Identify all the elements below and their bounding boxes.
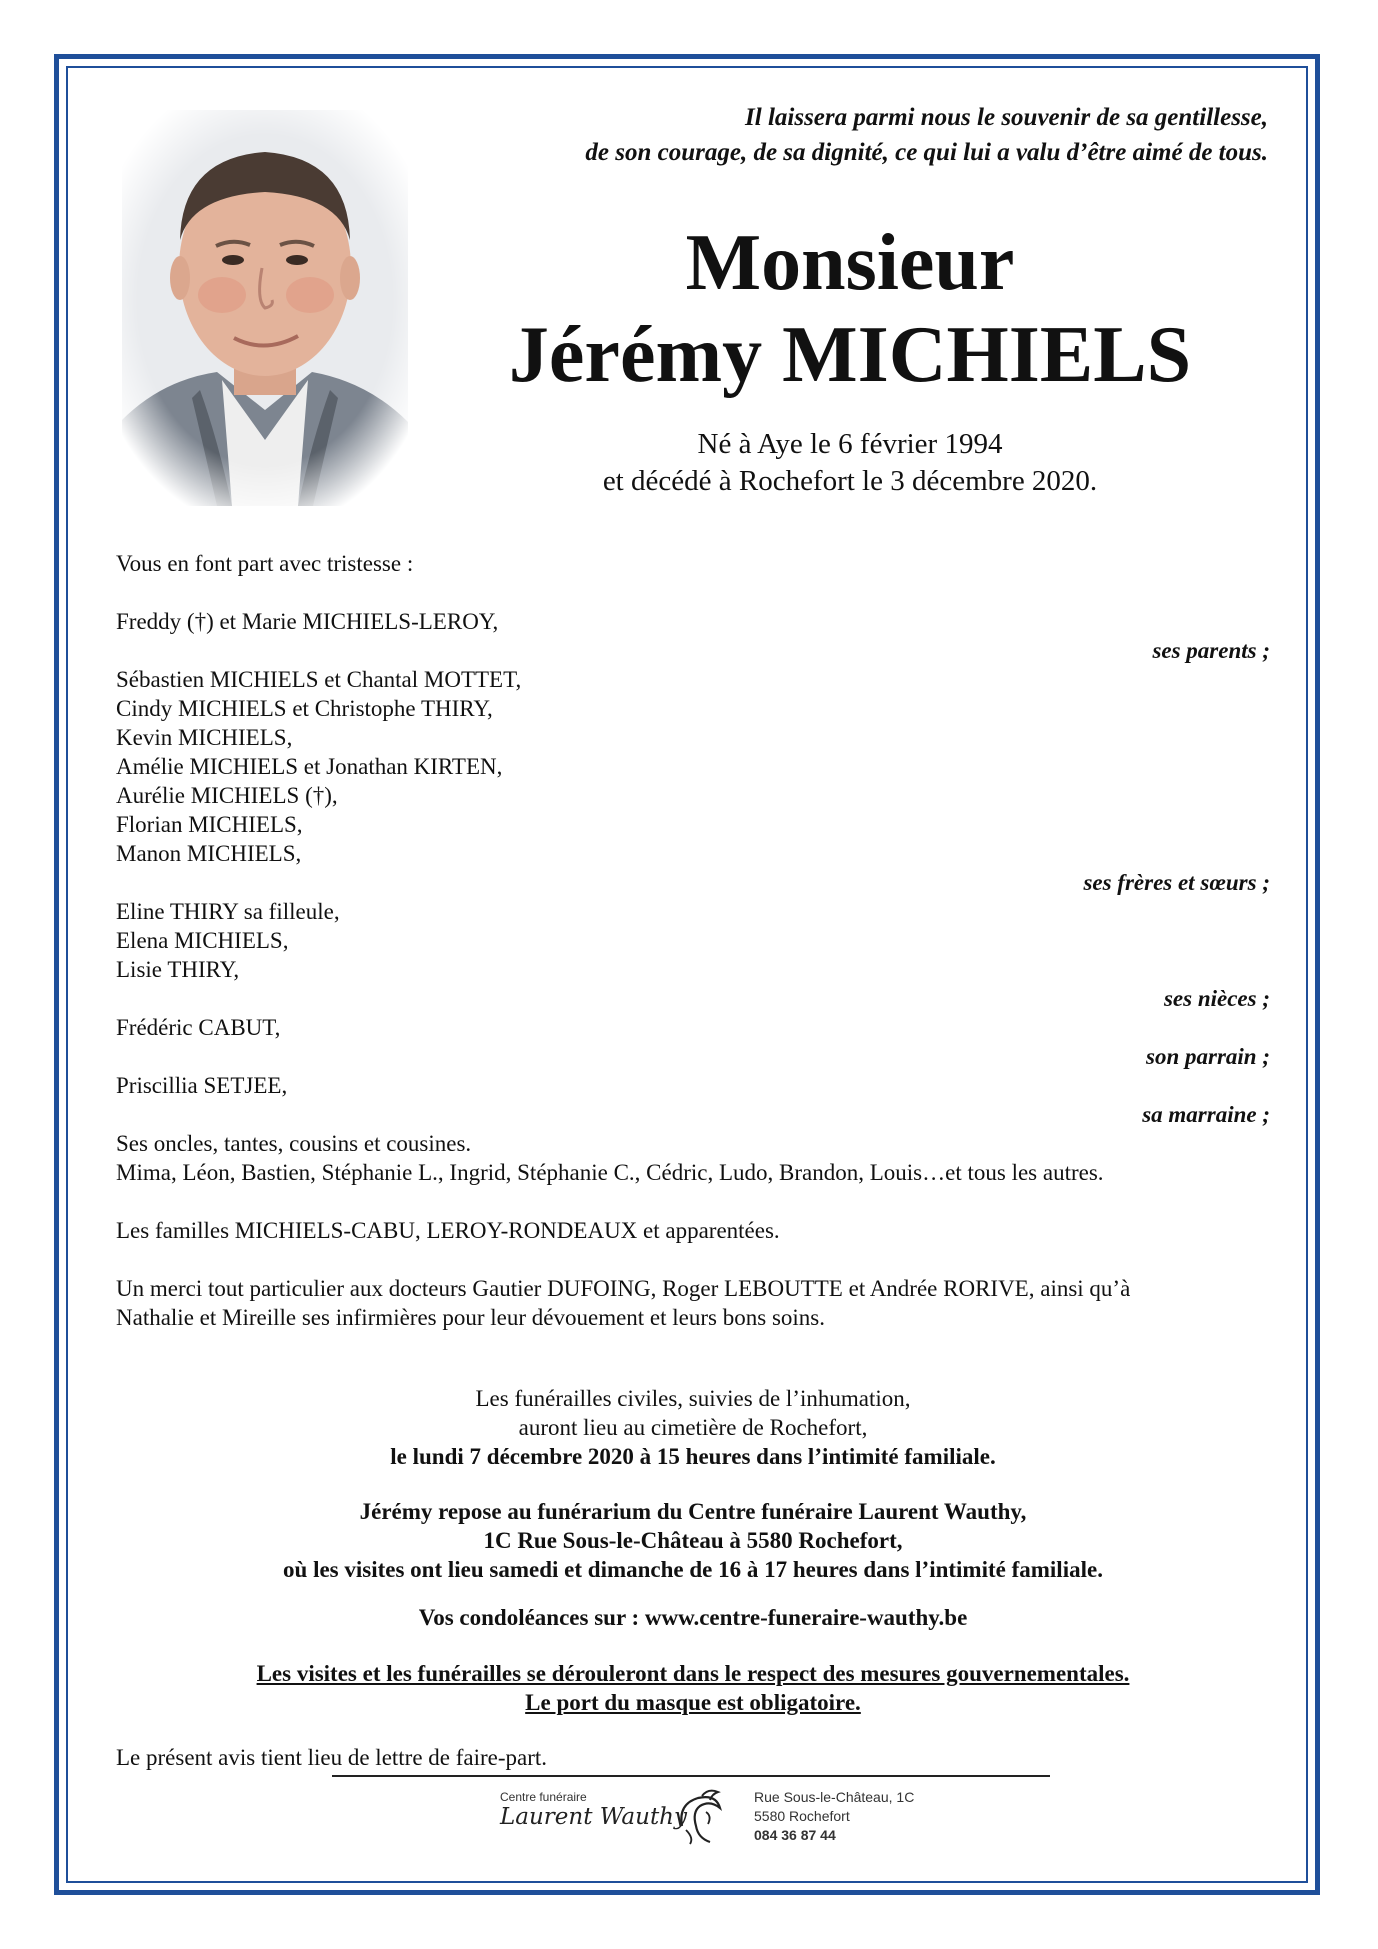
list-item: Eline THIRY sa filleule, [116,899,340,924]
quote-line-1: Il laissera parmi nous le souvenir de sa gentillesse, [745,104,1268,131]
list-item: Elena MICHIELS, [116,928,289,953]
relation-siblings: ses frères et sœurs ; [1083,870,1270,895]
intro-text: Vous en font part avec tristesse : [116,551,414,576]
health-measures [116,1659,1270,1717]
funeral-home-logo [496,1782,932,1852]
deceased-name: Jérémy MICHIELS [508,311,1192,399]
relation-godfather: son parrain ; [1146,1044,1270,1069]
divider-line [332,1775,1050,1777]
extended-family-line-1: Ses oncles, tantes, cousins et cousines. [116,1131,472,1156]
rest-line-2: 1C Rue Sous-le-Château à 5580 Rochefort, [483,1528,903,1553]
deceased-title: Monsieur [685,219,1015,307]
list-item: Kevin MICHIELS, [116,725,293,750]
list-item: Freddy (†) et Marie MICHIELS-LEROY, [116,609,499,634]
birth-death-dates [480,426,1220,500]
list-item: Cindy MICHIELS et Christophe THIRY, [116,696,493,721]
thanks-paragraph [116,1274,1270,1332]
funeral-line-1: Les funérailles civiles, suivies de l’inhumation, [475,1386,911,1411]
families-line: Les familles MICHIELS-CABU, LEROY-RONDEAUX et apparentées. [116,1218,780,1243]
birth-line: Né à Aye le 6 février 1994 [697,428,1003,460]
list-item: Manon MICHIELS, [116,841,302,866]
memorial-quote [368,100,1268,170]
logo-name: Laurent Wauthy [500,1804,687,1830]
logo-phone: 084 36 87 44 [754,1827,836,1843]
extended-family-line-2: Mima, Léon, Bastien, Stéphanie L., Ingrid, Stéphanie C., Cédric, Ludo, Brandon, Louis…et tous les autres. [116,1160,1104,1185]
list-item: Priscillia SETJEE, [116,1073,288,1098]
relation-nieces: ses nièces ; [1163,986,1270,1011]
funeral-details [116,1384,1270,1471]
funeral-line-2: auront lieu au cimetière de Rochefort, [518,1415,868,1440]
relation-parents: ses parents ; [1152,638,1270,663]
logo-subtitle: Centre funéraire [500,1790,587,1804]
measures-line-2: Le port du masque est obligatoire. [525,1690,861,1715]
relation-godmother: sa marraine ; [1142,1102,1270,1127]
logo-address-line-1: Rue Sous-le-Château, 1C [754,1789,915,1805]
notice-line: Le présent avis tient lieu de lettre de faire-part. [116,1745,548,1770]
rest-line-3: où les visites ont lieu samedi et dimanche de 16 à 17 heures dans l’intimité familiale. [283,1557,1103,1582]
list-item: Amélie MICHIELS et Jonathan KIRTEN, [116,754,503,779]
list-item: Sébastien MICHIELS et Chantal MOTTET, [116,667,522,692]
logo-address-line-2: 5580 Rochefort [754,1808,850,1824]
logo-address [754,1788,914,1845]
rest-line-1: Jérémy repose au funérarium du Centre funéraire Laurent Wauthy, [359,1499,1027,1524]
thanks-line-1: Un merci tout particulier aux docteurs Gautier DUFOING, Roger LEBOUTTE et Andrée RORIVE, ainsi qu’à [116,1276,1131,1301]
funeral-line-3: le lundi 7 décembre 2020 à 15 heures dans l’intimité familiale. [390,1444,996,1469]
family-list [116,549,1270,1332]
rest-details [116,1497,1270,1584]
funeral-home-mark-icon [672,1786,728,1846]
thanks-line-2: Nathalie et Mireille ses infirmières pour leur dévouement et leurs bons soins. [116,1305,825,1330]
quote-line-2: de son courage, de sa dignité, ce qui lui a valu d’être aimé de tous. [585,139,1268,166]
list-item: Lisie THIRY, [116,957,240,982]
portrait-photo [122,110,408,506]
condolences-line: Vos condoléances sur : www.centre-funeraire-wauthy.be [418,1605,968,1630]
list-item: Florian MICHIELS, [116,812,303,837]
death-line: et décédé à Rochefort le 3 décembre 2020. [602,465,1098,497]
list-item: Frédéric CABUT, [116,1015,281,1040]
measures-line-1: Les visites et les funérailles se dérouleront dans le respect des mesures gouvernementales. [256,1661,1130,1686]
list-item: Aurélie MICHIELS (†), [116,783,338,808]
